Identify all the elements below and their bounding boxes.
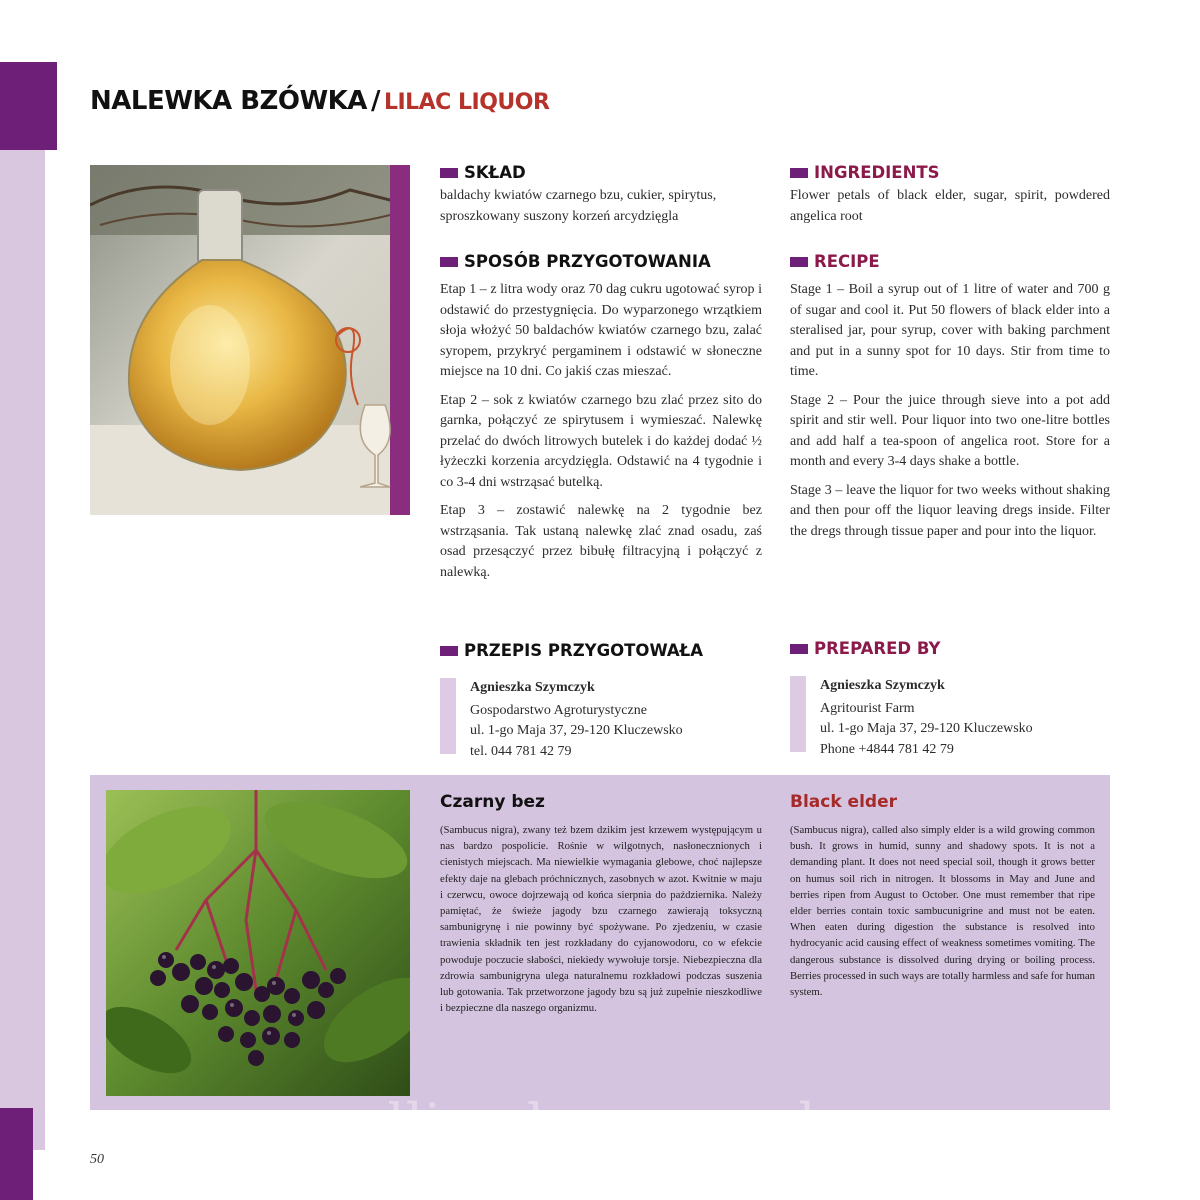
contact-address: ul. 1-go Maja 37, 29-120 Kluczewsko	[470, 723, 683, 738]
polish-ingredients-text: baldachy kwiatów czarnego bzu, cukier, spirytus, sproszkowany suszony korzeń arcydzięgla	[440, 188, 717, 224]
polish-recipe-step-3: Etap 3 – zostawić nalewkę na 2 tygodnie bez wstrząsania. Tak ustaną nalewkę zlać znad osadu, zaś osad przesączyć przez bibułę filtracyjną i połączyć z nalewką.	[440, 503, 762, 580]
polish-contact-block	[440, 678, 683, 762]
english-ingredients-heading: INGREDIENTS	[790, 163, 940, 182]
contact-accent-bar	[440, 678, 456, 754]
heading-marker-icon	[790, 168, 808, 178]
contact-name: Agnieszka Szymczyk	[820, 678, 945, 693]
panel-english-text: (Sambucus nigra), called also simply elder is a wild growing common bush. It grows in humid, sunny and shadowy spots. It is not a demanding plant. It does not need special soil, though it grows better on humus soil rich in nitrogen. It blossoms in May and June and berries ripen from August to October. One must remember that ripe elder berries contain toxic sambucunigrine and must not be eaten. When eaten during digestion the substance is resolved into hydrocyanic acid causing effect of weakness sometimes vomiting. The dangerous substance is dissolved during drying or boiling process. Berries processed in such ways are totally harmless and safe for human system.	[790, 824, 1095, 999]
english-recipe-step-3: Stage 3 – leave the liquor for two weeks without shaking and then pour off the liquor leaving dregs inside. Filter the dregs through tissue paper and pour into the liquor.	[790, 482, 1110, 539]
contact-name: Agnieszka Szymczyk	[470, 680, 595, 695]
contact-phone: tel. 044 781 42 79	[470, 743, 572, 759]
polish-recipe-heading: SPOSÓB PRZYGOTOWANIA	[440, 252, 711, 271]
heading-marker-icon	[440, 168, 458, 178]
elderberry-photo	[106, 790, 410, 1096]
heading-marker-icon	[440, 646, 458, 656]
polish-recipe-text	[440, 280, 762, 591]
contact-accent-bar	[790, 676, 806, 752]
contact-phone: Phone +4844 781 42 79	[820, 741, 954, 757]
left-accent-strip-top	[0, 62, 57, 150]
english-recipe-step-2: Stage 2 – Pour the juice through sieve into a pot add spirit and stir well. Pour liquor into two one-litre bottles and add half a tea-spoon of angelica root. Store for a month and every 3-4 days shake a bottle.	[790, 392, 1110, 469]
english-contact-block	[790, 676, 1033, 760]
title-english: LILAC LIQUOR	[383, 90, 550, 115]
watermark: wedlinydomowe.pl	[290, 1092, 817, 1155]
english-recipe-step-1: Stage 1 – Boil a syrup out of 1 litre of water and 700 g of sugar and cool it. Put 50 flowers of black elder into a steralised jar, pour syrup, cover with baking parchment and put in a sunny spot for 10 days. Stir from time to time.	[790, 282, 1110, 379]
heading-marker-icon	[440, 257, 458, 267]
english-recipe-text	[790, 280, 1110, 550]
english-prepared-heading: PREPARED BY	[790, 639, 940, 658]
heading-marker-icon	[790, 644, 808, 654]
liquor-bottle-photo	[90, 165, 410, 515]
contact-organization: Agritourist Farm	[820, 700, 915, 716]
page-title	[90, 86, 549, 116]
contact-organization: Gospodarstwo Agroturystyczne	[470, 702, 647, 718]
title-polish: NALEWKA BZÓWKA	[90, 86, 367, 116]
polish-prepared-heading: PRZEPIS PRZYGOTOWAŁA	[440, 641, 703, 660]
panel-polish-text: (Sambucus nigra), zwany też bzem dzikim jest krzewem występującym u nas bardzo pospolicie. Rośnie w wilgotnych, nasłonecznionych i cienistych miejscach. Ma niewielkie wymagania glebowe, choć najlepsze efekty daje na glebach próchnicznych, zasobnych w azot. Kwitnie w maju i czerwcu, owoce dojrzewają od końca sierpnia do października. Należy pamiętać, że świeże jagody bzu czarnego zawierają toksyczną sambunigrynę i nie powinny być spożywane. Po zjedzeniu, w czasie trawienia składnik ten jest rozkładany do cyjanowodoru, co w efekcie powoduje poczucie słabości, niekiedy wywołuje torsje. Niebezpieczna dla zdrowia sambunigryna ulega naturalnemu rozkładowi podczas suszenia lub gotowania. Tak przetworzone jagody bzu są już zupełnie nieszkodliwe i bezpieczne dla naszego organizmu.	[440, 824, 762, 1015]
left-accent-strip-middle	[0, 150, 45, 1150]
polish-recipe-step-2: Etap 2 – sok z kwiatów czarnego bzu zlać przez sito do garnka, połączyć ze spirytusem i wymieszać. Nalewkę przelać do dwóch litrowych butelek i do każdej dodać ½ łyżeczki korzenia arcydzięgla. Odstawić na 4 tygodnie i co 3-4 dni wstrząsać butelką.	[440, 392, 762, 490]
page-number: 50	[90, 1152, 104, 1167]
title-separator: /	[370, 86, 380, 116]
panel-english-heading: Black elder	[790, 792, 897, 812]
english-ingredients-text: Flower petals of black elder, sugar, spirit, powdered angelica root	[790, 188, 1110, 224]
left-accent-strip-bottom	[0, 1108, 33, 1200]
polish-ingredients-heading: SKŁAD	[440, 163, 526, 182]
english-recipe-heading: RECIPE	[790, 252, 880, 271]
panel-polish-heading: Czarny bez	[440, 792, 545, 812]
contact-address: ul. 1-go Maja 37, 29-120 Kluczewsko	[820, 721, 1033, 736]
polish-recipe-step-1: Etap 1 – z litra wody oraz 70 dag cukru ugotować syrop i odstawić do przestygnięcia. Do wyparzonego wrzątkiem słoja włożyć 50 baldachów kwiatów czarnego bzu, zalać syropem, przykryć pergaminem i odstawić w słoneczne miejsce na 10 dni. Co jakiś czas mieszać.	[440, 282, 762, 379]
heading-marker-icon	[790, 257, 808, 267]
